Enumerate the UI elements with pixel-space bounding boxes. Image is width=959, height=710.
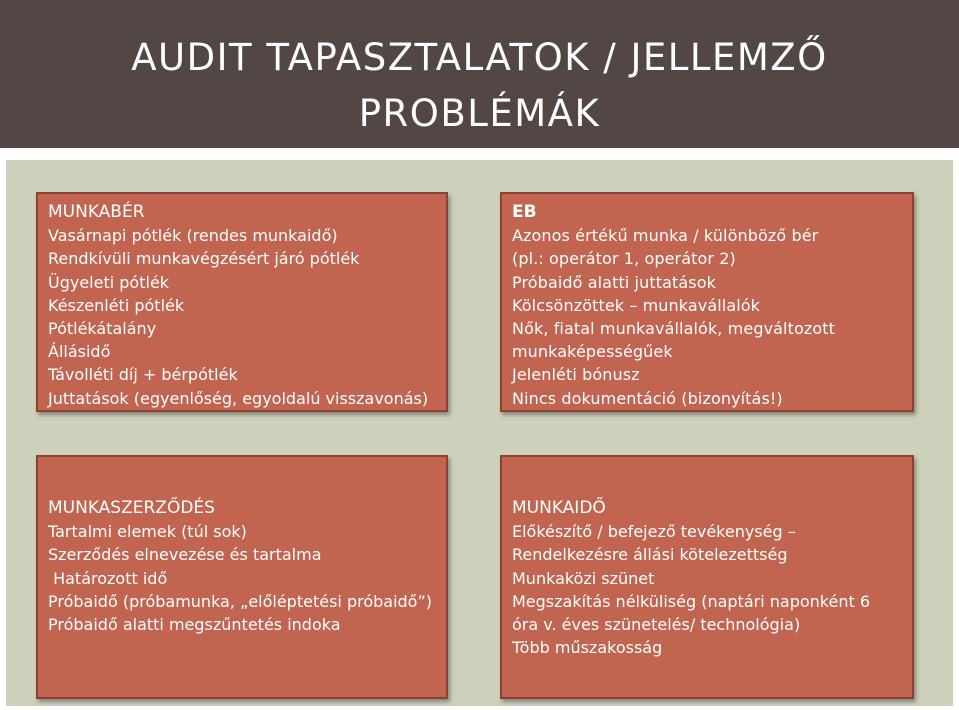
munkaido-item: Előkészítő / befejező tevékenység – xyxy=(512,522,796,542)
munkaber-item: Vasárnapi pótlék (rendes munkaidő) xyxy=(48,226,338,246)
munkaber-item: Pótlékátalány xyxy=(48,319,157,339)
munkaber-heading: MUNKABÉR xyxy=(48,202,145,222)
slide-title-line-2: PROBLÉMÁK xyxy=(358,92,601,135)
munkaido-item: Rendelkezésre állási kötelezettség xyxy=(512,545,788,565)
eb-item: Nők, fiatal munkavállalók, megváltozott xyxy=(512,319,835,339)
munkaido-item: Megszakítás nélküliség (naptári naponként 6 xyxy=(512,591,870,611)
munkaido-box xyxy=(500,455,914,699)
munkaber-item: Rendkívüli munkavégzésért járó pótlék xyxy=(48,249,360,269)
slide-title-line-1: AUDIT TAPASZTALATOK / JELLEMZŐ xyxy=(131,36,828,79)
munkaszerzodes-item: Próbaidő alatti megszűntetés indoka xyxy=(48,615,341,635)
munkaszerzodes-item: Próbaidő (próbamunka, „előléptetési próbaidő”) xyxy=(48,591,432,611)
munkaszerzodes-heading: MUNKASZERZŐDÉS xyxy=(48,498,215,518)
munkaido-heading: MUNKAIDŐ xyxy=(512,498,606,518)
eb-item: munkaképességűek xyxy=(512,342,673,362)
munkaszerzodes-item: Szerződés elnevezése és tartalma xyxy=(48,545,322,565)
eb-item: Nincs dokumentáció (bizonyítás!) xyxy=(512,388,783,408)
munkaber-item: Ügyeleti pótlék xyxy=(48,272,170,292)
slide-title xyxy=(60,30,899,142)
title-bar xyxy=(0,0,959,148)
munkaber-box xyxy=(36,192,448,412)
eb-item: (pl.: operátor 1, operátor 2) xyxy=(512,249,736,269)
munkaido-item: óra v. éves szünetelés/ technológia) xyxy=(512,615,801,635)
munkaszerzodes-item: Határozott idő xyxy=(48,568,168,588)
munkaber-item: Készenléti pótlék xyxy=(48,295,185,315)
munkaido-item: Munkaközi szünet xyxy=(512,568,655,588)
eb-box xyxy=(500,192,914,412)
eb-item: Próbaidő alatti juttatások xyxy=(512,272,716,292)
munkaber-item: Juttatások (egyenlőség, egyoldalú visszavonás) xyxy=(48,388,429,408)
eb-heading: EB xyxy=(512,202,537,222)
eb-item: Kölcsönzöttek – munkavállalók xyxy=(512,295,761,315)
munkaber-item: Állásidő xyxy=(48,342,111,362)
munkaszerzodes-item: Tartalmi elemek (túl sok) xyxy=(48,522,247,542)
eb-item: Azonos értékű munka / különböző bér xyxy=(512,226,819,246)
munkaido-item: Több műszakosság xyxy=(512,638,663,658)
eb-item: Jelenléti bónusz xyxy=(512,365,640,385)
munkaber-item: Távolléti díj + bérpótlék xyxy=(48,365,238,385)
munkaszerzodes-box xyxy=(36,455,448,699)
